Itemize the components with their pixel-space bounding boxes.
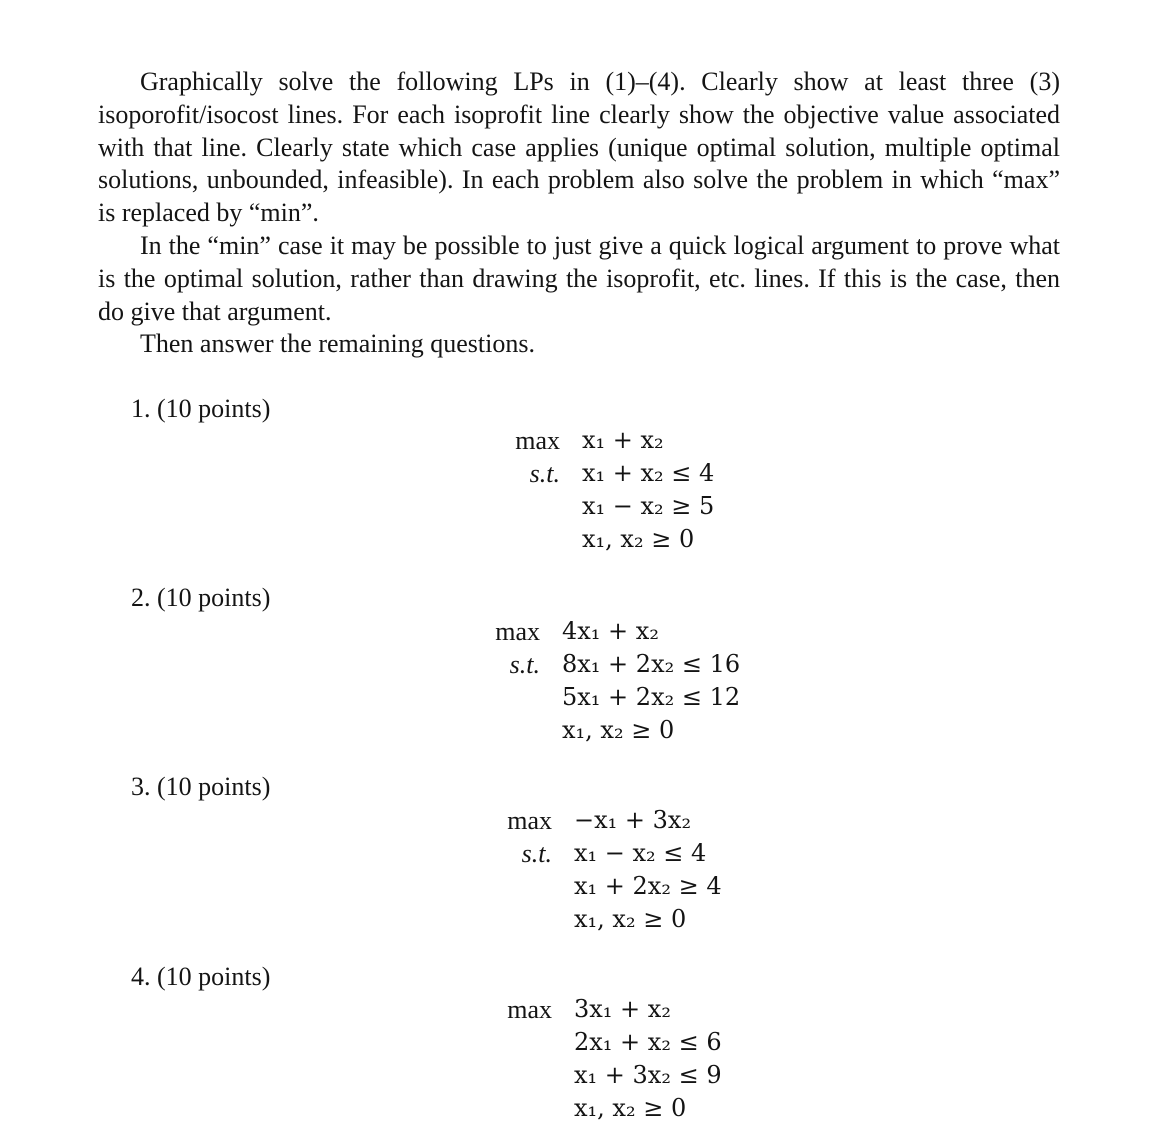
st-keyword: s.t. bbox=[529, 459, 560, 488]
objective-expression: x₁ + x₂ bbox=[582, 426, 664, 454]
constraint-row bbox=[488, 714, 740, 747]
constraint-expression: 2x₁ + x₂ ≤ 6 bbox=[574, 1028, 722, 1056]
constraint-row bbox=[488, 681, 740, 714]
objective-expression: 4x₁ + x₂ bbox=[562, 617, 659, 645]
constraint-row bbox=[508, 490, 714, 523]
max-keyword: max bbox=[507, 806, 552, 835]
constraint-expression: x₁ + x₂ ≤ 4 bbox=[582, 459, 715, 487]
nonnegativity-constraint: x₁, x₂ ≥ 0 bbox=[574, 905, 687, 933]
problem-4-label: 4. (10 points) bbox=[131, 962, 271, 991]
constraint-row bbox=[500, 1092, 722, 1125]
constraint-row bbox=[500, 837, 722, 870]
st-keyword: s.t. bbox=[509, 650, 540, 679]
instructions-text bbox=[98, 66, 1060, 361]
instructions-paragraph-3: Then answer the remaining questions. bbox=[140, 329, 535, 359]
nonnegativity-constraint: x₁, x₂ ≥ 0 bbox=[562, 716, 675, 744]
constraint-row bbox=[500, 1059, 722, 1092]
problem-2-label: 2. (10 points) bbox=[131, 583, 271, 612]
problem-3-lp bbox=[500, 804, 722, 936]
objective-expression: −x₁ + 3x₂ bbox=[574, 806, 692, 834]
constraint-expression: x₁ − x₂ ≤ 4 bbox=[574, 839, 707, 867]
objective-row bbox=[500, 804, 722, 837]
objective-expression: 3x₁ + x₂ bbox=[574, 995, 671, 1023]
constraint-row bbox=[500, 1026, 722, 1059]
objective-row bbox=[500, 993, 722, 1026]
max-keyword: max bbox=[515, 426, 560, 455]
nonnegativity-constraint: x₁, x₂ ≥ 0 bbox=[582, 525, 695, 553]
constraint-expression: x₁ + 3x₂ ≤ 9 bbox=[574, 1061, 722, 1089]
problem-1-label: 1. (10 points) bbox=[131, 394, 271, 423]
nonnegativity-constraint: x₁, x₂ ≥ 0 bbox=[574, 1094, 687, 1122]
problem-4-lp bbox=[500, 993, 722, 1125]
st-keyword: s.t. bbox=[521, 839, 552, 868]
max-keyword: max bbox=[495, 617, 540, 646]
constraint-expression: x₁ + 2x₂ ≥ 4 bbox=[574, 872, 722, 900]
constraint-row bbox=[508, 523, 714, 556]
problem-2-lp bbox=[488, 615, 740, 747]
constraint-expression: x₁ − x₂ ≥ 5 bbox=[582, 492, 715, 520]
problem-3-label: 3. (10 points) bbox=[131, 772, 271, 801]
constraint-row bbox=[488, 648, 740, 681]
max-keyword: max bbox=[507, 995, 552, 1024]
constraint-row bbox=[500, 903, 722, 936]
problem-1-lp bbox=[508, 424, 714, 556]
constraint-row bbox=[500, 870, 722, 903]
constraint-expression: 8x₁ + 2x₂ ≤ 16 bbox=[562, 650, 741, 678]
objective-row bbox=[488, 615, 740, 648]
instructions-paragraph-2: In the “min” case it may be possible to just give a quick logical argument to prove what is the optimal solution, rather than drawing the isoprofit, etc. lines. If this is the case, then do give that argument. bbox=[98, 230, 1060, 326]
constraint-row bbox=[508, 457, 714, 490]
instructions-paragraph-1: Graphically solve the following LPs in (1)–(4). Clearly show at least three (3) isoporofit/isocost lines. For each isoprofit line clearly show the objective value associated with that line. Clearly state which case applies (unique optimal solution, multiple optimal solutions, unbounded, infeasible). In each problem also solve the problem in which “max” is replaced by “min”. bbox=[98, 67, 1060, 228]
constraint-expression: 5x₁ + 2x₂ ≤ 12 bbox=[562, 683, 741, 711]
objective-row bbox=[508, 424, 714, 457]
